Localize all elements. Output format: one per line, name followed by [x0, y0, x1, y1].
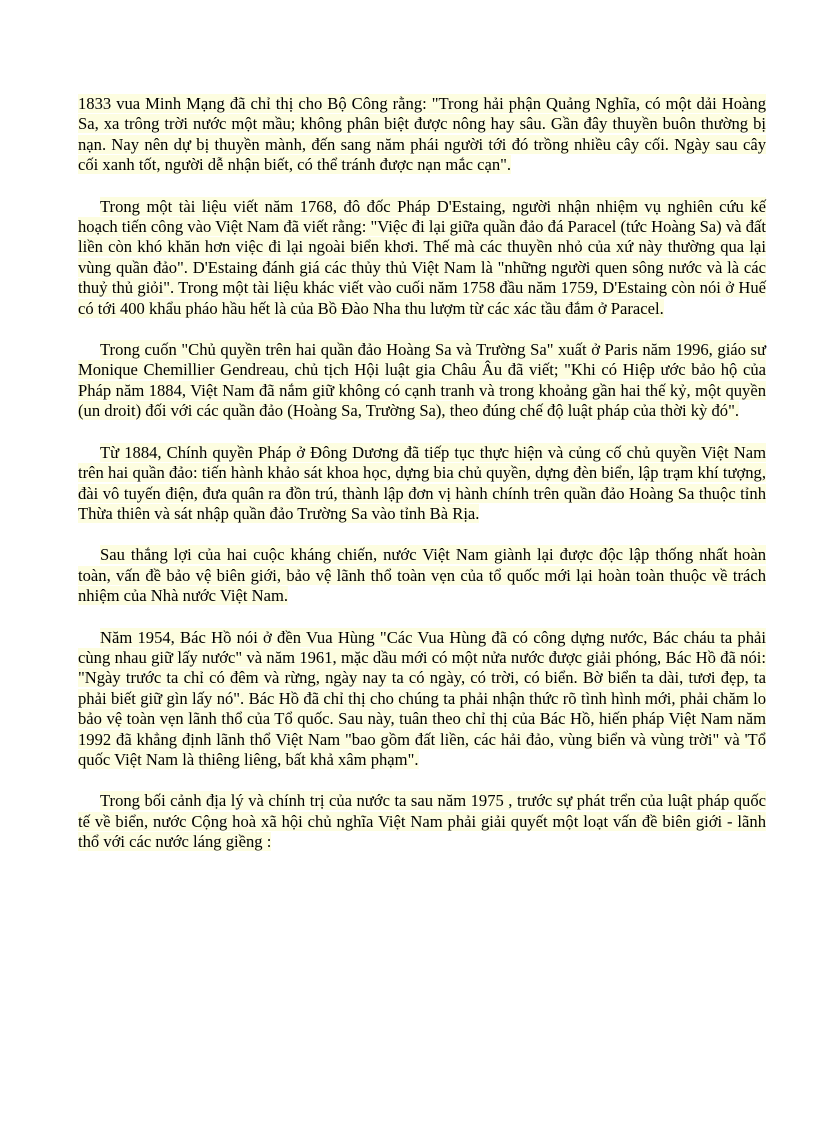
paragraph [78, 94, 766, 176]
paragraph [78, 791, 766, 852]
paragraph-text: Từ 1884, Chính quyền Pháp ở Đông Dương đã tiếp tục thực hiện và củng cố chủ quyền Việt Nam trên hai quần đảo: tiến hành khảo sát khoa học, dựng bia chủ quyền, dựng đèn biển, lập trạm khí tượng, đài vô tuyến điện, đưa quân ra đồn trú, thành lập đơn vị hành chính trên quần đảo Hoàng Sa thuộc tỉnh Thừa thiên và sát nhập quần đảo Trường Sa vào tỉnh Bà Rịa. [78, 442, 766, 523]
paragraph [78, 340, 766, 422]
paragraph [78, 197, 766, 319]
paragraph [78, 545, 766, 606]
paragraph-text: Sau thắng lợi của hai cuộc kháng chiến, nước Việt Nam giành lại được độc lập thống nhất hoàn toàn, vấn đề bảo vệ biên giới, bảo vệ lãnh thổ toàn vẹn của tổ quốc mới lại hoàn toàn thuộc về trách nhiệm của Nhà nước Việt Nam. [78, 545, 766, 606]
paragraph-text: Trong cuốn "Chủ quyền trên hai quần đảo Hoàng Sa và Trường Sa" xuất ở Paris năm 1996, giáo sư Monique Chemillier Gendreau, chủ tịch Hội luật gia Châu Âu đã viết; "Khi có Hiệp ước bảo hộ của Pháp năm 1884, Việt Nam đã nắm giữ không có cạnh tranh và trong khoảng gần hai thế kỷ, một quyền (un droit) đối với các quần đảo (Hoàng Sa, Trường Sa), theo đúng chế độ luật pháp của thời kỳ đó". [78, 340, 766, 421]
paragraph-text: Trong một tài liệu viết năm 1768, đô đốc Pháp D'Estaing, người nhận nhiệm vụ nghiên cứu kế hoạch tiến công vào Việt Nam đã viết rằng: "Việc đi lại giữa quần đảo đá Paracel (tức Hoàng Sa) và đất liền còn khó khăn hơn việc đi lại ngoài biển khơi. Thế mà các thuyền nhỏ của xứ này thường qua lại vùng quần đảo". D'Estaing đánh giá các thủy thủ Việt Nam là "những người quen sông nước và là các thuỷ thủ giỏi". Trong một tài liệu khác viết vào cuối năm 1758 đầu năm 1759, D'Estaing còn nói ở Huế có tới 400 khẩu pháo hầu hết là của Bồ Đào Nha thu lượm từ các xác tầu đắm ở Paracel. [78, 196, 766, 318]
paragraph [78, 628, 766, 771]
paragraph-text: 1833 vua Minh Mạng đã chỉ thị cho Bộ Công rằng: "Trong hải phận Quảng Nghĩa, có một dải Hoàng Sa, xa trông trời nước một mầu; không phân biệt được nông hay sâu. Gần đây thuyền buôn thường bị nạn. Nay nên dự bị thuyền mành, đến sang năm phái người tới đó trồng nhiều cây cối. Ngày sau cây cối xanh tốt, người dễ nhận biết, có thể tránh được nạn mắc cạn". [78, 94, 766, 175]
paragraph-text: Năm 1954, Bác Hồ nói ở đền Vua Hùng "Các Vua Hùng đã có công dựng nước, Bác cháu ta phải cùng nhau giữ lấy nước" và năm 1961, mặc dầu mới có một nửa nước được giải phóng, Bác Hồ đã nói: "Ngày trước ta chỉ có đêm và rừng, ngày nay ta có ngày, có trời, có biển. Bờ biển ta dài, tươi đẹp, ta phải biết giữ gìn lấy nó". Bác Hồ đã chỉ thị cho chúng ta phải nhận thức rõ tình hình mới, phải chăm lo bảo vệ toàn vẹn lãnh thổ của Tổ quốc. Sau này, tuân theo chỉ thị của Bác Hồ, hiến pháp Việt Nam năm 1992 đã khẳng định lãnh thổ Việt Nam "bao gồm đất liền, các hải đảo, vùng biển và vùng trời" và 'Tổ quốc Việt Nam là thiêng liêng, bất khả xâm phạm". [78, 627, 766, 769]
paragraph [78, 443, 766, 525]
paragraph-text: Trong bối cảnh địa lý và chính trị của nước ta sau năm 1975 , trước sự phát trển của luật pháp quốc tế về biển, nước Cộng hoà xã hội chủ nghĩa Việt Nam phải giải quyết một loạt vấn đề biên giới - lãnh thổ với các nước láng giềng : [78, 791, 766, 852]
